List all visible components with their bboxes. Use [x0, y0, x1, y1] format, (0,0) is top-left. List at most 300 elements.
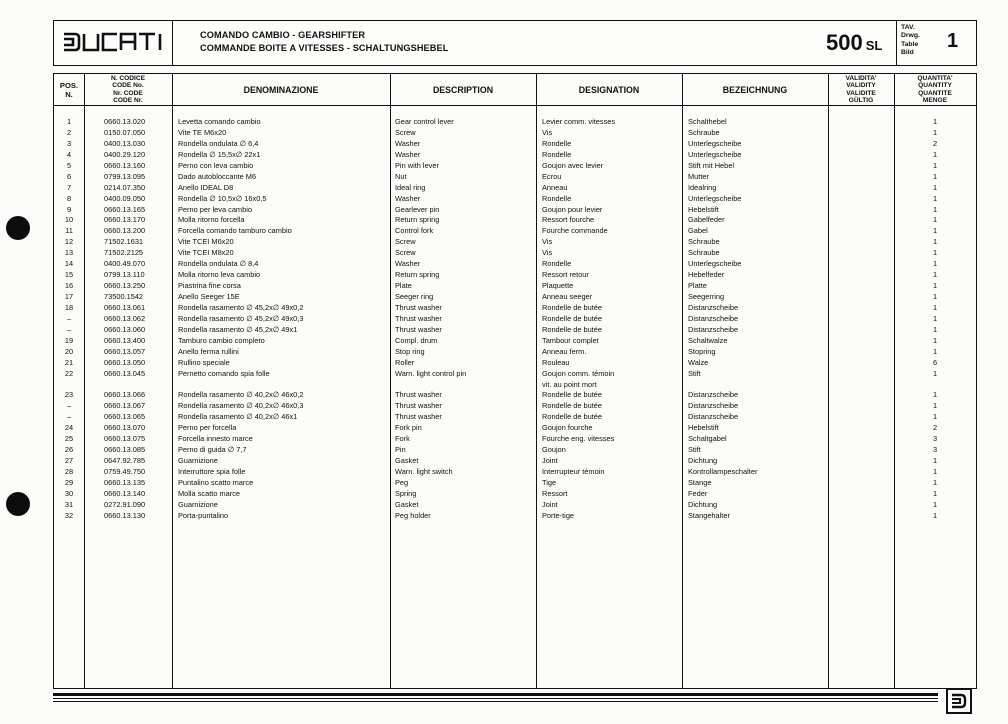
cell-bez: Schalthebel [688, 117, 727, 126]
cell-code: 0272.91.090 [104, 499, 146, 509]
cell-code: 0400.29.120 [104, 149, 146, 159]
cell-qty: 1 [932, 182, 938, 192]
cell-bez: Idealring [688, 182, 717, 192]
cell-bez: Mutter [688, 171, 709, 181]
cell-pos: 8 [66, 193, 72, 203]
cell-code: 71502.1631 [104, 237, 144, 247]
cell-code: 0660.13.400 [104, 335, 146, 345]
cell-desig: Rondelle de butée [542, 324, 602, 334]
cell-den: Interruttore spia folle [178, 467, 246, 476]
cell-qty: 1 [932, 412, 938, 422]
cell-desig: Fourche eng. vitesses [542, 434, 615, 444]
cell-bez: Stange [688, 477, 712, 487]
cell-desig: Fourche commande [542, 226, 608, 236]
cell-qty: 1 [932, 127, 938, 137]
cell-den: Molla scatto marce [178, 488, 241, 498]
table-number: 1 [947, 30, 959, 52]
table-row [54, 150, 976, 161]
cell-desc: Warn. light control pin [395, 368, 467, 378]
cell-desig: Vis [542, 237, 553, 247]
cell-desc: Seeger ring [395, 292, 434, 301]
cell-desc: Screw [395, 127, 416, 137]
cell-desig: Rondelle [542, 138, 572, 148]
cell-bez: Hebelstift [688, 204, 719, 214]
cell-den: Levetta comando cambio [178, 117, 261, 126]
cell-desc: Roller [395, 357, 415, 367]
cell-desc: Gasket [395, 499, 419, 509]
cell-desc: Washer [395, 138, 421, 148]
table-row [54, 478, 976, 489]
cell-bez: Stift [688, 368, 701, 378]
cell-pos: 23 [64, 390, 74, 400]
cell-bez: Seegerring [688, 292, 725, 301]
cell-desc: Spring [395, 488, 417, 498]
cell-bez: Dichtung [688, 499, 718, 509]
table-row [54, 281, 976, 292]
cell-desig: Rondelle de butée [542, 401, 602, 411]
cell-code: 0400.49.070 [104, 259, 146, 269]
model-number: 500 [826, 30, 863, 55]
cell-qty: 1 [932, 335, 938, 345]
cell-desig: Ecrou [542, 171, 562, 181]
cell-qty: 1 [932, 368, 938, 378]
cell-qty: 1 [932, 390, 938, 400]
cell-pos: 21 [64, 357, 74, 367]
cell-pos: 15 [64, 270, 74, 280]
cell-code: 0660.13.062 [104, 313, 146, 323]
cell-code: 0660.13.160 [104, 160, 146, 170]
cell-desc: Pin with lever [395, 160, 439, 170]
cell-desig: Vis [542, 127, 553, 137]
cell-pos: 31 [64, 499, 74, 509]
cell-desc: Stop ring [395, 346, 425, 356]
cell-bez: Feder [688, 488, 708, 498]
cell-code: 0759.49.750 [104, 467, 146, 476]
cell-qty: 1 [932, 313, 938, 323]
footer-rule-thin [53, 701, 938, 702]
cell-pos: 13 [64, 248, 74, 258]
cell-bez: Gabel [688, 226, 708, 236]
cell-desc: Gasket [395, 456, 419, 466]
table-row [54, 248, 976, 259]
cell-desc: Return spring [395, 215, 440, 225]
col-header-pos: POS. N. [59, 80, 79, 99]
cell-code: 0660.13.250 [104, 281, 146, 291]
cell-den: Dado autobloccante M6 [178, 171, 257, 181]
cell-den: Rondella rasamento ∅ 40,2x∅ 46x0,2 [178, 390, 304, 400]
table-row [54, 423, 976, 434]
cell-pos: 30 [64, 488, 74, 498]
cell-desc: Ideal ring [395, 182, 426, 192]
cell-bez: Unterlegscheibe [688, 138, 742, 148]
cell-pos: 19 [64, 335, 74, 345]
col-header-code: N. CODICE CODE No. Nr. CODE CODE Nr. [110, 74, 146, 104]
cell-den: Rullino speciale [178, 357, 230, 367]
sheet-title [200, 29, 448, 55]
cell-pos: 11 [65, 226, 73, 236]
cell-desig: Anneau [542, 182, 568, 192]
cell-den: Perno per forcella [178, 423, 237, 433]
cell-den: Piastrina fine corsa [178, 281, 241, 291]
cell-desig: Goujon pour levier [542, 204, 603, 214]
cell-code: 0799.13.110 [104, 270, 145, 280]
cell-code: 0799.13.095 [104, 171, 146, 181]
cell-code: 0660.13.085 [104, 445, 146, 455]
table-row [54, 412, 976, 423]
cell-code: 73500.1542 [104, 292, 144, 301]
cell-desig: Rondelle de butée [542, 390, 602, 400]
cell-code: 0660.13.065 [104, 412, 146, 422]
cell-desc: Gear control lever [395, 117, 454, 126]
cell-qty: 1 [932, 248, 938, 258]
cell-desig: Goujon comm. témoin [542, 368, 615, 378]
cell-qty: 1 [932, 302, 938, 312]
cell-bez: Schraube [688, 248, 720, 258]
cell-code: 0660.13.067 [104, 401, 146, 411]
cell-code: 0660.13.057 [104, 346, 146, 356]
cell-qty: 1 [932, 259, 938, 269]
table-row [54, 128, 976, 139]
cell-qty: 1 [932, 160, 938, 170]
cell-qty: 1 [932, 346, 938, 356]
table-number-labels [901, 24, 920, 58]
col-header-quantity: QUANTITA' QUANTITY QUANTITE MENGE [917, 74, 953, 104]
cell-pos: 27 [64, 456, 74, 466]
cell-desc: Pin [395, 445, 406, 455]
cell-qty: 2 [932, 423, 938, 433]
sheet-header [53, 20, 977, 66]
cell-code: 0214.07.350 [104, 182, 146, 192]
tav-label: TAV. [901, 24, 915, 31]
cell-bez: Stift [688, 445, 701, 455]
table-row [54, 390, 976, 401]
cell-pos: – [66, 401, 72, 411]
table-row [54, 292, 976, 303]
cell-qty: 3 [932, 434, 938, 444]
table-row [54, 336, 976, 347]
brand-logo-cell [54, 21, 173, 65]
cell-desig: Joint [542, 499, 558, 509]
cell-desc: Fork [395, 434, 410, 444]
table-row [54, 325, 976, 336]
cell-bez: Stangehalter [688, 510, 730, 520]
cell-desc: Fork pin [395, 423, 422, 433]
table-row [54, 226, 976, 237]
cell-pos: – [66, 412, 72, 422]
cell-desig: Ressort fourche [542, 215, 595, 225]
cell-den: Anello IDEAL D8 [178, 182, 234, 192]
cell-code: 0660.13.075 [104, 434, 146, 444]
cell-den: Pernetto comando spia folle [178, 368, 270, 378]
cell-qty: 1 [932, 204, 938, 214]
table-row [54, 401, 976, 412]
cell-pos: 25 [64, 434, 74, 444]
cell-desig: Rondelle [542, 259, 572, 269]
cell-den: Rondella rasamento ∅ 40,2x∅ 46x1 [178, 412, 298, 422]
cell-desig: Ressort retour [542, 270, 589, 280]
table-row [54, 347, 976, 358]
cell-desig: Vis [542, 248, 553, 258]
cell-bez: Distanzscheibe [688, 324, 739, 334]
cell-pos: 18 [64, 302, 74, 312]
cell-desig: Joint [542, 456, 558, 466]
cell-pos: 12 [64, 237, 74, 247]
cell-den: Guarnizione [178, 499, 218, 509]
cell-code: 71502.2125 [104, 248, 144, 258]
col-header-description: DESCRIPTION [432, 84, 494, 95]
table-row [54, 314, 976, 325]
cell-code: 0400.13.030 [104, 138, 146, 148]
table-row [54, 237, 976, 248]
table-row [54, 489, 976, 500]
cell-pos: 20 [64, 346, 74, 356]
parts-rows [54, 117, 976, 522]
cell-desc: Screw [395, 237, 416, 247]
cell-desc: Thrust washer [395, 412, 442, 422]
cell-qty: 1 [932, 226, 938, 236]
cell-bez: Distanzscheibe [688, 401, 739, 411]
cell-qty: 1 [932, 401, 938, 411]
cell-bez: Stopring [688, 346, 716, 356]
cell-qty: 1 [932, 171, 938, 181]
cell-desc: Gearlever pin [395, 204, 440, 214]
cell-bez: Walze [688, 357, 709, 367]
cell-desig: Rondelle de butée [542, 313, 602, 323]
cell-code: 0660.13.060 [104, 324, 146, 334]
table-row [54, 303, 976, 314]
cell-desc: Thrust washer [395, 324, 442, 334]
cell-code: 0660.13.140 [104, 488, 146, 498]
cell-code: 0660.13.020 [104, 117, 146, 126]
cell-qty: 6 [932, 357, 938, 367]
table-row [54, 205, 976, 216]
cell-desig: Anneau seeger [542, 292, 593, 301]
table-row [54, 511, 976, 522]
cell-qty: 1 [932, 215, 938, 225]
model-suffix: SL [865, 38, 883, 53]
cell-desc: Peg holder [395, 510, 431, 520]
cell-desig: Goujon avec levier [542, 160, 604, 170]
cell-den: Vite TCEI M8x20 [178, 248, 234, 258]
cell-desig: Rondelle de butée [542, 412, 602, 422]
cell-den: Rondella ondulata ∅ 6,4 [178, 138, 259, 148]
cell-desc: Plate [395, 281, 412, 291]
cell-qty: 1 [932, 292, 938, 301]
table-row [54, 172, 976, 183]
drwg-label: Drwg. [901, 32, 920, 40]
cell-code: 0660.13.170 [104, 215, 146, 225]
cell-qty: 1 [932, 281, 938, 291]
cell-desig: Goujon fourche [542, 423, 593, 433]
cell-pos: 17 [64, 292, 74, 301]
cell-bez: Distanzscheibe [688, 390, 739, 400]
cell-pos: 2 [66, 127, 72, 137]
cell-qty: 1 [932, 193, 938, 203]
table-row [54, 270, 976, 281]
cell-pos: 1 [66, 117, 72, 126]
cell-den: Rondella ondulata ∅ 8,4 [178, 259, 259, 269]
title-line-2: COMMANDE BOITE A VITESSES - SCHALTUNGSHEBEL [200, 43, 449, 53]
cell-code: 0660.13.045 [104, 368, 146, 378]
col-header-designation: DESIGNATION [578, 84, 640, 95]
cell-den: Rondella ∅ 15,5x∅ 22x1 [178, 149, 261, 159]
cell-code: 0660.13.165 [104, 204, 146, 214]
cell-qty: 3 [932, 445, 938, 455]
cell-qty: 1 [932, 237, 938, 247]
table-row [54, 456, 976, 467]
cell-desig: Plaquette [542, 281, 574, 291]
cell-desc: Washer [395, 259, 421, 269]
cell-pos: 24 [64, 423, 74, 433]
cell-desig: Goujon [542, 445, 566, 455]
cell-qty: 1 [932, 477, 938, 487]
cell-den: Porta-puntalino [178, 510, 229, 520]
cell-bez: Schraube [688, 127, 720, 137]
cell-desc: Nut [395, 171, 407, 181]
cell-den: Perno per leva cambio [178, 204, 252, 214]
cell-den: Rondella rasamento ∅ 40,2x∅ 46x0,3 [178, 401, 304, 411]
binder-hole-bottom [6, 492, 30, 516]
cell-den: Perno di guida ∅ 7,7 [178, 445, 247, 455]
cell-den: Anello ferma rullini [178, 346, 239, 356]
col-header-bezeichnung: BEZEICHNUNG [722, 84, 788, 95]
cell-qty: 1 [932, 467, 938, 476]
cell-den: Rondella rasamento ∅ 45,2x∅ 49x0,3 [178, 313, 304, 323]
table-row [54, 380, 976, 391]
cell-desc: Thrust washer [395, 390, 442, 400]
cell-qty: 1 [932, 456, 938, 466]
cell-den: Perno con leva cambio [178, 160, 254, 170]
cell-bez: Stift mit Hebel [688, 160, 735, 170]
cell-code: 0660.13.061 [104, 302, 146, 312]
cell-desc: Washer [395, 149, 421, 159]
footer-rule-thin [53, 698, 938, 699]
table-row [54, 369, 976, 380]
cell-desig: Anneau ferm. [542, 346, 587, 356]
cell-desig: Rouleau [542, 357, 570, 367]
cell-bez: Schaltgabel [688, 434, 727, 444]
cell-pos: 3 [66, 138, 72, 148]
cell-den: Forcella comando tamburo cambio [178, 226, 292, 236]
cell-den: Forcella innesto marce [178, 434, 253, 444]
table-row [54, 183, 976, 194]
cell-pos: 22 [64, 368, 74, 378]
cell-pos: 28 [64, 467, 74, 476]
table-row [54, 215, 976, 226]
cell-den: Vite TCEI M6x20 [178, 237, 234, 247]
cell-desc: Thrust washer [395, 401, 442, 411]
cell-pos: 5 [66, 160, 72, 170]
cell-bez: Kontrollampeschalter [688, 467, 758, 476]
binder-hole-top [6, 216, 30, 240]
cell-qty: 1 [932, 510, 938, 520]
table-row [54, 467, 976, 478]
table-row [54, 434, 976, 445]
cell-den: Rondella rasamento ∅ 45,2x∅ 49x1 [178, 324, 298, 334]
cell-bez: Platte [688, 281, 707, 291]
cell-code: 0660.13.066 [104, 390, 146, 400]
table-row [54, 194, 976, 205]
ducati-d-mark-icon [946, 688, 972, 714]
cell-pos: – [66, 324, 72, 334]
cell-desc: Peg [395, 477, 409, 487]
cell-code: 0660.13.050 [104, 357, 146, 367]
cell-den: Rondella rasamento ∅ 45,2x∅ 49x0,2 [178, 302, 304, 312]
cell-bez: Schaltwalze [688, 335, 728, 345]
cell-code: 0660.13.070 [104, 423, 146, 433]
cell-code: 0660.13.200 [104, 226, 146, 236]
cell-desc: Thrust washer [395, 302, 442, 312]
cell-den: Molla ritorno leva cambio [178, 270, 261, 280]
cell-desig: Rondelle de butée [542, 302, 602, 312]
cell-code: 0150.07.050 [104, 127, 146, 137]
cell-code: 0647.92.785 [104, 456, 146, 466]
cell-desc: Control fork [395, 226, 434, 236]
cell-pos: 26 [64, 445, 74, 455]
cell-desig: Ressort [542, 488, 568, 498]
cell-bez: Hebelstift [688, 423, 719, 433]
cell-pos: 10 [64, 215, 74, 225]
footer-rule [53, 693, 938, 696]
table-row [54, 161, 976, 172]
cell-pos: 16 [64, 281, 74, 291]
cell-pos: 9 [66, 204, 72, 214]
cell-desig: vit. au point mort [542, 379, 597, 389]
ducati-logo [62, 31, 166, 53]
cell-den: Molla ritorno forcella [178, 215, 245, 225]
cell-qty: 2 [932, 138, 938, 148]
cell-den: Puntalino scatto marce [178, 477, 254, 487]
cell-desc: Warn. light switch [395, 467, 453, 476]
table-row [54, 259, 976, 270]
bild-label: Bild [901, 49, 914, 57]
cell-desig: Tambour complet [542, 335, 599, 345]
table-row [54, 445, 976, 456]
cell-code: 0400.09.050 [104, 193, 146, 203]
cell-bez: Unterlegscheibe [688, 193, 742, 203]
table-row [54, 358, 976, 369]
cell-bez: Unterlegscheibe [688, 259, 742, 269]
cell-desc: Washer [395, 193, 421, 203]
cell-desc: Return spring [395, 270, 440, 280]
cell-code: 0660.13.130 [104, 510, 146, 520]
cell-desig: Levier comm. vitesses [542, 117, 616, 126]
cell-bez: Dichtung [688, 456, 718, 466]
cell-bez: Gabelfeder [688, 215, 725, 225]
cell-pos: 4 [66, 149, 72, 159]
cell-desig: Rondelle [542, 193, 572, 203]
cell-bez: Distanzscheibe [688, 412, 739, 422]
cell-desc: Screw [395, 248, 416, 258]
cell-pos: 6 [66, 171, 72, 181]
table-label: Table [901, 40, 919, 48]
model-label [826, 30, 882, 56]
cell-pos: 14 [64, 259, 74, 269]
cell-bez: Distanzscheibe [688, 302, 739, 312]
cell-qty: 1 [932, 270, 938, 280]
cell-den: Tamburo cambio completo [178, 335, 265, 345]
cell-bez: Distanzscheibe [688, 313, 739, 323]
cell-pos: 7 [66, 182, 72, 192]
cell-desig: Porte-tige [542, 510, 575, 520]
cell-desig: Interrupteur témoin [542, 467, 605, 476]
table-number-cell [896, 21, 977, 65]
col-header-denominazione: DENOMINAZIONE [243, 84, 319, 95]
cell-desc: Thrust washer [395, 313, 442, 323]
cell-pos: – [66, 313, 72, 323]
cell-desig: Tige [542, 477, 557, 487]
table-row [54, 500, 976, 511]
